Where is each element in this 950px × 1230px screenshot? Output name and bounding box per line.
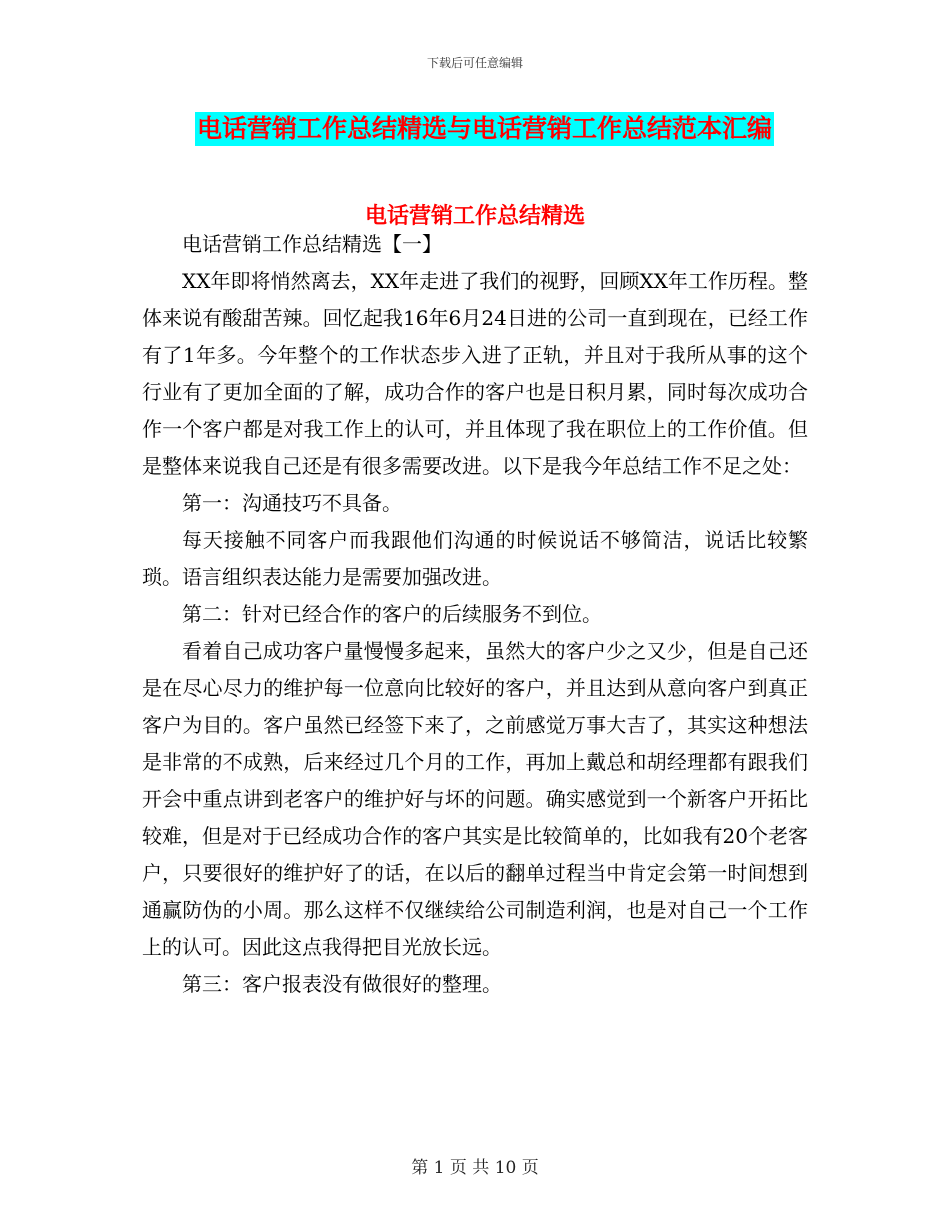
header-note: 下载后可任意编辑 <box>426 56 523 70</box>
paragraph-point-heading: 第一：沟通技巧不具备。 <box>182 491 402 515</box>
document-body <box>142 226 808 1003</box>
section-title: 电话营销工作总结精选 <box>364 204 585 229</box>
paragraph: 看着自己成功客户量慢慢多起来，虽然大的客户少之又少，但是自己还是在尽心尽力的维护每一位意向比较好的客户，并且达到从意向客户到真正客户为目的。客户虽然已经签下来了，之前感觉万事大吉了，其实这种想法是非常的不成熟，后来经过几个月的工作，再加上戴总和胡经理都有跟我们开会中重点讲到老客户的维护好与坏的问题。确实感觉到一个新客户开拓比较难，但是对于已经成功合作的客户其实是比较简单的，比如我有20个老客户，只要很好的维护好了的话，在以后的翻单过程当中肯定会第一时间想到通赢防伪的小周。那么这样不仅继续给公司制造利润，也是对自己一个工作上的认可。因此这点我得把目光放长远。 <box>142 639 808 959</box>
paragraph: XX年即将悄然离去，XX年走进了我们的视野，回顾XX年工作历程。整体来说有酸甜苦辣。回忆起我16年6月24日进的公司一直到现在，已经工作有了1年多。今年整个的工作状态步入进了正轨，并且对于我所从事的这个行业有了更加全面的了解，成功合作的客户也是日积月累，同时每次成功合作一个客户都是对我工作上的认可，并且体现了我在职位上的工作价值。但是整体来说我自己还是有很多需要改进。以下是我今年总结工作不足之处： <box>142 269 808 478</box>
paragraph-point-heading: 第三：客户报表没有做很好的整理。 <box>182 972 502 996</box>
document-title: 电话营销工作总结精选与电话营销工作总结范本汇编 <box>195 112 774 146</box>
paragraph: 每天接触不同客户而我跟他们沟通的时候说话不够简洁，说话比较繁琐。语言组织表达能力是需要加强改进。 <box>142 528 808 589</box>
page-footer: 第 1 页 共 10 页 <box>411 1158 539 1178</box>
paragraph-point-heading: 第二：针对已经合作的客户的后续服务不到位。 <box>182 602 602 626</box>
paragraph-subheading: 电话营销工作总结精选【一】 <box>182 232 442 256</box>
